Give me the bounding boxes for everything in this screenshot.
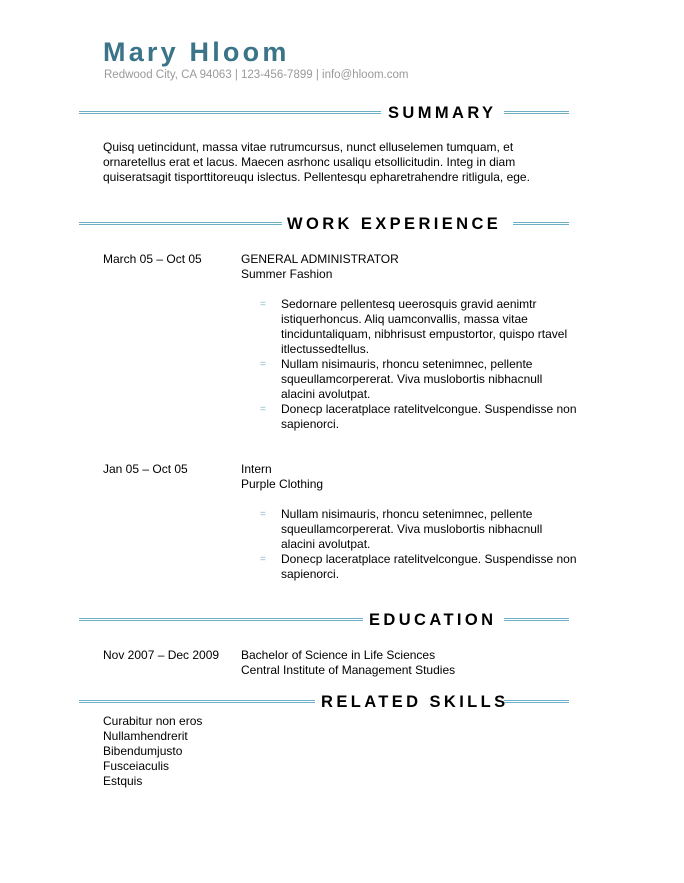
- resume-name: Mary Hloom: [103, 37, 290, 67]
- contact-line: Redwood City, CA 94063 | 123-456-7899 | info@hloom.com: [104, 69, 409, 81]
- summary-line: Quisq uetincidunt, massa vitae rutrumcursus, nunct elluselemen tumquam, et: [103, 140, 514, 154]
- bullet-line: tinciduntaliquam, nibhrisust empustortor, quispo rtavel: [281, 327, 568, 341]
- heading-rule-left: [79, 618, 363, 621]
- summary-line: ornaretellus erat et lacus. Maecen asrhonc usaliqu etsollicitudin. Integ in diam: [103, 155, 516, 169]
- list-item: Fusceiaculis: [103, 759, 170, 773]
- bullet-line: sapienorci.: [281, 567, 340, 581]
- job-bullets: [260, 507, 577, 582]
- job-title: Intern: [241, 462, 272, 476]
- bullet-line: Donecp laceratplace ratelitvelcongue. Suspendisse non: [281, 552, 577, 566]
- bullet-icon: =: [260, 359, 266, 370]
- list-item: Nullamhendrerit: [103, 729, 188, 743]
- heading-rule-right: [513, 222, 569, 225]
- education-heading-bar: [79, 610, 569, 630]
- bullet-icon: =: [260, 299, 266, 310]
- job-bullets: [260, 297, 577, 432]
- list-item: [260, 507, 577, 552]
- list-item: Curabitur non eros: [103, 714, 203, 728]
- bullet-icon: =: [260, 404, 266, 415]
- skills-list: [103, 714, 202, 789]
- list-item: [260, 297, 577, 357]
- list-item: Estquis: [103, 774, 143, 788]
- list-item: Bibendumjusto: [103, 744, 183, 758]
- bullet-icon: =: [260, 554, 266, 565]
- education-dates: Nov 2007 – Dec 2009: [103, 648, 220, 662]
- list-item: [260, 402, 577, 432]
- education-degree: Bachelor of Science in Life Sciences: [241, 648, 436, 662]
- education-school: Central Institute of Management Studies: [241, 663, 456, 677]
- bullet-line: istiquerhoncus. Aliq uamconvallis, massa vitae: [281, 312, 528, 326]
- bullet-line: sapienorci.: [281, 417, 340, 431]
- heading-rule-left: [79, 700, 315, 703]
- summary-heading-bar: [79, 103, 569, 123]
- bullet-line: alacini avolutpat.: [281, 387, 371, 401]
- list-item: [260, 357, 577, 402]
- heading-rule-right: [504, 700, 569, 703]
- job-title: GENERAL ADMINISTRATOR: [241, 252, 399, 266]
- work-heading: WORK EXPERIENCE: [287, 215, 502, 233]
- heading-rule-right: [504, 618, 569, 621]
- heading-rule-right: [504, 111, 569, 114]
- job-dates: March 05 – Oct 05: [103, 252, 202, 266]
- heading-rule-left: [79, 111, 381, 114]
- bullet-line: squeullamcorpererat. Viva muslobortis nibhacnull: [281, 522, 543, 536]
- skills-heading: RELATED SKILLS: [321, 693, 509, 711]
- summary-line: quiseratsagit tisporttitoreuqu islectus. Pellentesqu epharetrahendre ritligula, ege.: [103, 170, 530, 184]
- bullet-line: Nullam nisimauris, rhoncu setenimnec, pellente: [281, 357, 533, 371]
- heading-rule-left: [79, 222, 282, 225]
- summary-text: [103, 140, 530, 185]
- bullet-line: alacini avolutpat.: [281, 537, 371, 551]
- list-item: [260, 552, 577, 582]
- job-dates: Jan 05 – Oct 05: [103, 462, 188, 476]
- bullet-line: Sedornare pellentesq ueerosquis gravid aenimtr: [281, 297, 537, 311]
- work-heading-bar: [79, 214, 569, 234]
- bullet-line: Nullam nisimauris, rhoncu setenimnec, pellente: [281, 507, 533, 521]
- bullet-line: squeullamcorpererat. Viva muslobortis nibhacnull: [281, 372, 543, 386]
- job-company: Summer Fashion: [241, 267, 333, 281]
- summary-heading: SUMMARY: [388, 104, 497, 122]
- skills-heading-bar: [79, 692, 569, 712]
- education-heading: EDUCATION: [369, 611, 497, 629]
- bullet-line: itlectussedtellus.: [281, 342, 370, 356]
- bullet-line: Donecp laceratplace ratelitvelcongue. Suspendisse non: [281, 402, 577, 416]
- bullet-icon: =: [260, 509, 266, 520]
- job-company: Purple Clothing: [241, 477, 324, 491]
